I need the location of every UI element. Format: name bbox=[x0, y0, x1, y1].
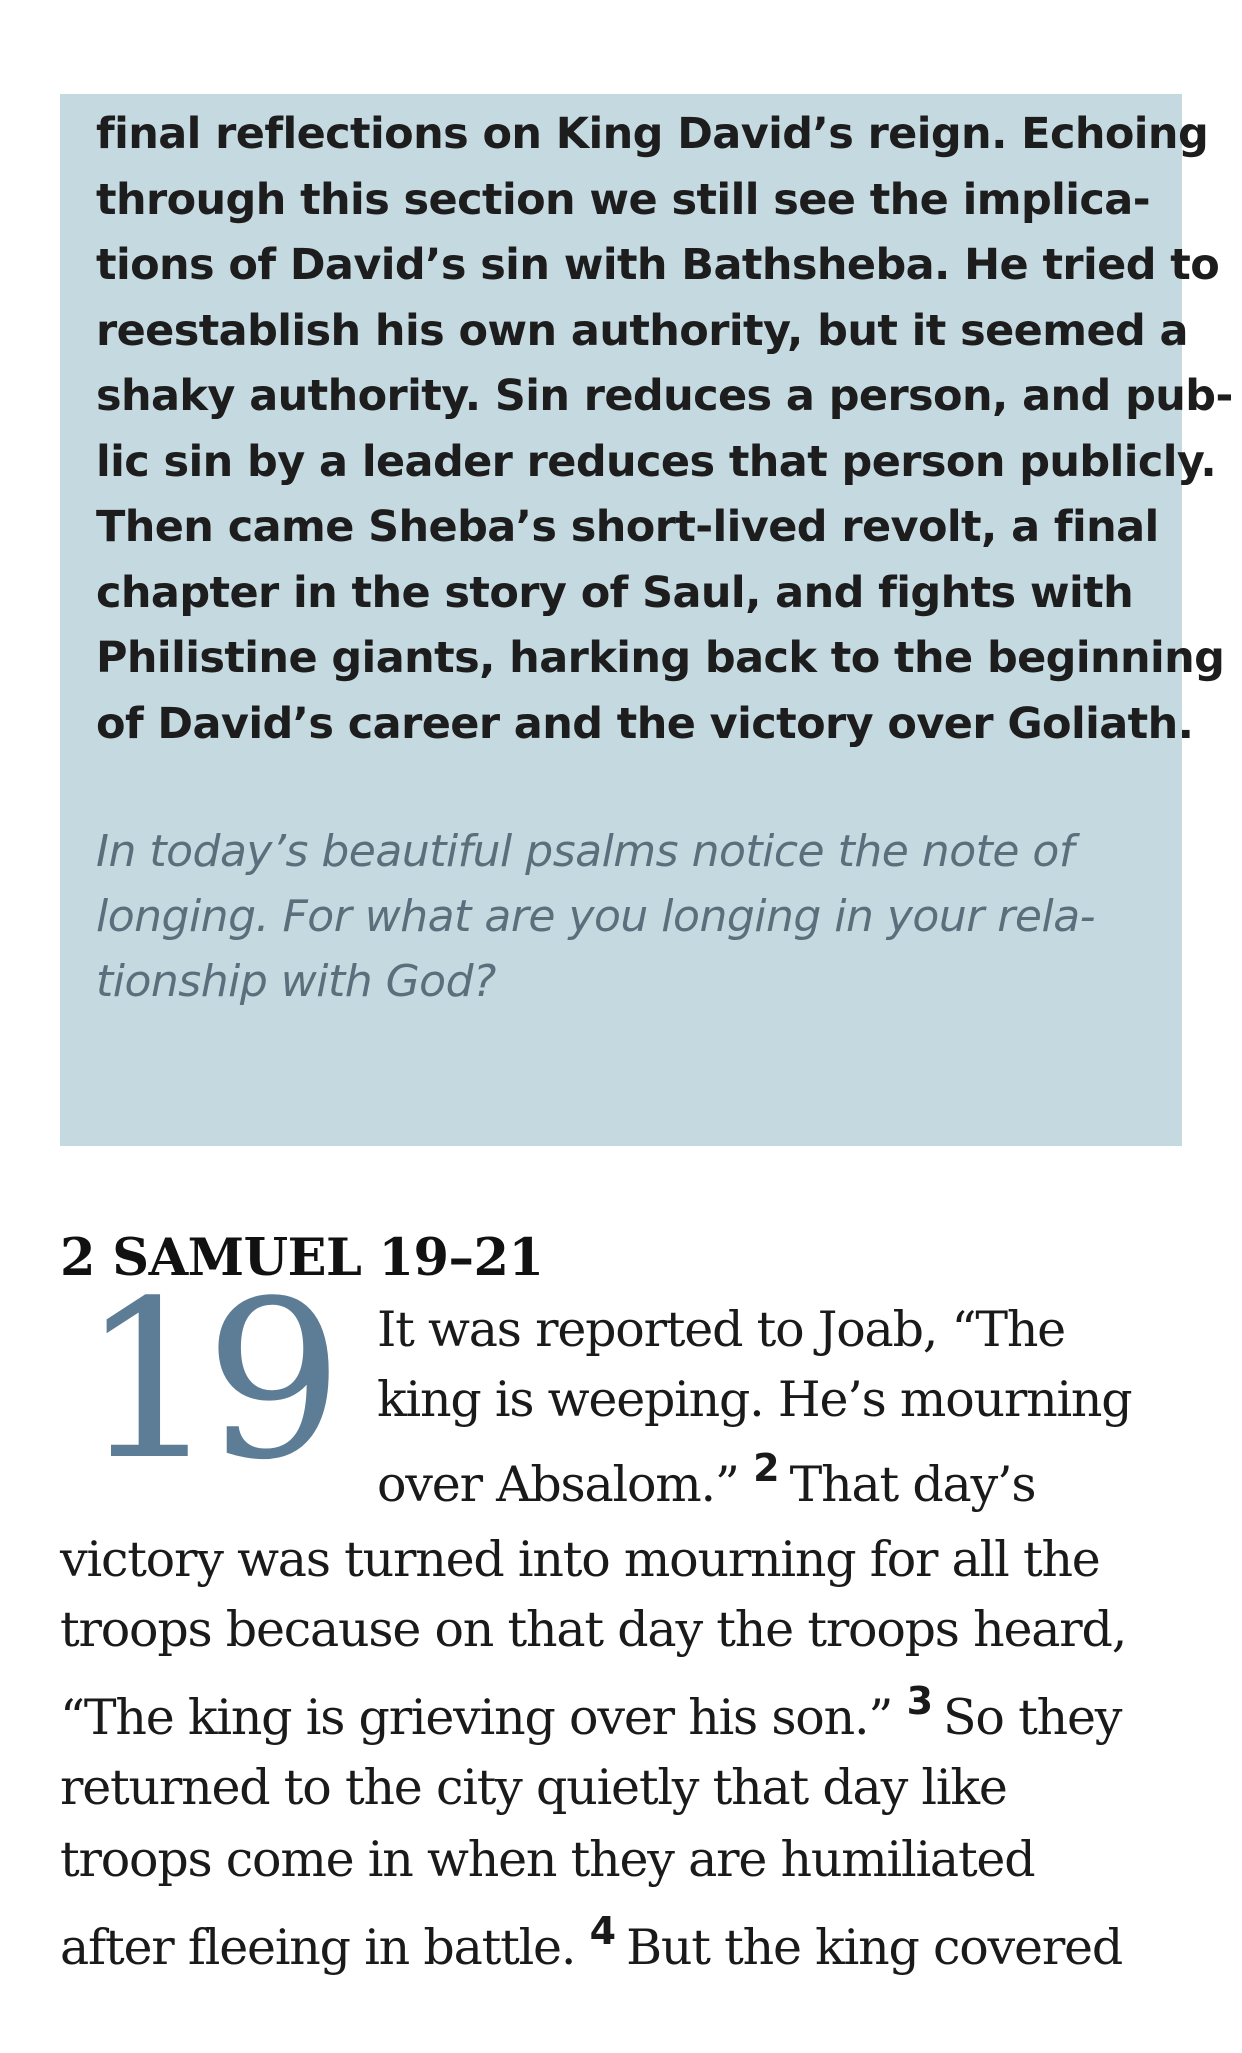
scripture-line-text: troops because on that day the troops heard, bbox=[60, 1601, 1127, 1658]
reflection-line: through this section we still see the implica- bbox=[96, 174, 1150, 225]
question-line: In today’s beautiful psalms notice the note of bbox=[96, 826, 1074, 877]
scripture-line-text: But the king covered bbox=[626, 1919, 1123, 1976]
scripture-line-text: king is weeping. He’s mourning bbox=[377, 1371, 1132, 1428]
reflection-line: final reflections on King David’s reign. Echoing bbox=[96, 109, 1209, 159]
scripture-line bbox=[377, 1370, 1131, 1430]
reflection-line: of David’s career and the victory over Goliath. bbox=[96, 698, 1194, 749]
reflection-line: Philistine giants, harking back to the beginning bbox=[96, 633, 1225, 683]
scripture-line bbox=[60, 1600, 1126, 1660]
reflection-line: Then came Sheba’s short-lived revolt, a final bbox=[96, 502, 1159, 552]
scripture-line bbox=[60, 1758, 1007, 1818]
scripture-line-text: returned to the city quietly that day like bbox=[60, 1759, 1007, 1816]
scripture-line bbox=[60, 1530, 1100, 1590]
scripture-line bbox=[60, 1909, 1123, 1981]
scripture-line-text: That day’s bbox=[789, 1456, 1036, 1513]
reading-heading: 2 SAMUEL 19–21 bbox=[60, 1228, 544, 1288]
reflection-line: chapter in the story of Saul, and fights with bbox=[96, 567, 1134, 618]
scripture-line bbox=[377, 1300, 1065, 1360]
reflection-line: shaky authority. Sin reduces a person, and pub- bbox=[96, 371, 1233, 421]
reflection-line: lic sin by a leader reduces that person publicly. bbox=[96, 436, 1217, 487]
question-line: tionship with God? bbox=[96, 956, 496, 1007]
scripture-line bbox=[60, 1830, 1034, 1890]
scripture-line-text: “The king is grieving over his son.” bbox=[60, 1689, 893, 1746]
question-line: longing. For what are you longing in your rela- bbox=[96, 891, 1096, 942]
reflection-line: reestablish his own authority, but it seemed a bbox=[96, 305, 1188, 356]
scripture-line-text: It was reported to Joab, “The bbox=[377, 1301, 1065, 1358]
scripture-line-text: victory was turned into mourning for all the bbox=[60, 1531, 1100, 1588]
verse-number: 4 bbox=[589, 1909, 617, 1953]
reflection-paragraph bbox=[96, 102, 1233, 757]
scripture-line-text: over Absalom.” bbox=[377, 1456, 739, 1513]
reflection-question bbox=[96, 819, 1146, 1014]
reflection-line: tions of David’s sin with Bathsheba. He tried to bbox=[96, 240, 1220, 290]
scripture-line-text: So they bbox=[943, 1689, 1122, 1746]
scripture-line-text: after fleeing in battle. bbox=[60, 1919, 576, 1976]
scripture-line bbox=[60, 1679, 1122, 1751]
scripture-line-text: troops come in when they are humiliated bbox=[60, 1831, 1035, 1888]
chapter-number-dropcap: 19 bbox=[80, 1255, 330, 1508]
reflection-callout bbox=[60, 94, 1233, 1146]
scripture-line bbox=[377, 1446, 1036, 1518]
verse-number: 3 bbox=[906, 1679, 934, 1723]
verse-number: 2 bbox=[753, 1446, 780, 1490]
